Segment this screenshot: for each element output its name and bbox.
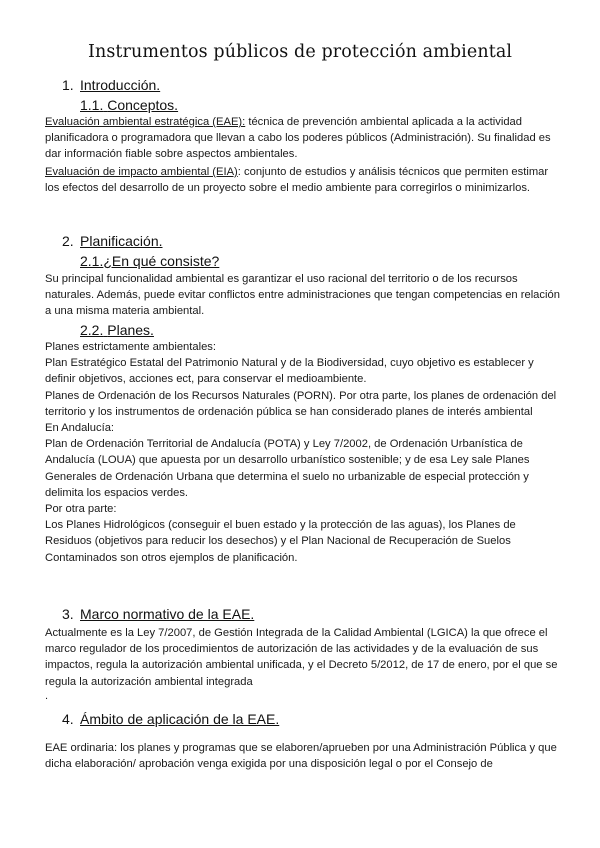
stray-period: . bbox=[45, 690, 49, 702]
section-4-title: Ámbito de aplicación de la EAE. bbox=[80, 711, 280, 727]
section-2-heading bbox=[62, 233, 163, 249]
eia-definition-text: : conjunto de estudios y análisis técnicos que permiten estimar los efectos del desarrollo de un proyecto sobre el medio ambiente para corregirlos o minimizarlos. bbox=[45, 166, 549, 195]
section-1-heading bbox=[62, 77, 160, 93]
subsection-2-1-text: Su principal funcionalidad ambiental es garantizar el uso racional del territorio o de los recursos naturales. Además, puede evitar conflictos entre administraciones que tengan competencias en relación a una misma materia ambiental. bbox=[45, 273, 560, 318]
subsection-2-1-number: 2.1. bbox=[80, 253, 104, 269]
subsection-1-1-title: Conceptos. bbox=[107, 97, 179, 113]
subsection-2-2-number: 2.2. bbox=[80, 322, 104, 338]
subsection-2-2-heading bbox=[80, 322, 154, 338]
section-2-title: Planificación. bbox=[80, 233, 163, 249]
section-3-number: 3. bbox=[62, 606, 74, 622]
subsection-1-1-number: 1.1. bbox=[80, 97, 104, 113]
eae-definition-text: técnica de prevención ambiental aplicada a la actividad planificadora o programadora que llevan a cabo los poderes públicos (Administración). Su finalidad es dar información fiable sobre aspectos ambientales. bbox=[45, 116, 551, 161]
document-title: Instrumentos públicos de protección ambiental bbox=[87, 42, 513, 62]
section-3-title: Marco normativo de la EAE. bbox=[80, 606, 255, 622]
section-1-title: Introducción. bbox=[80, 77, 161, 93]
eae-definition bbox=[45, 114, 565, 163]
eae-term: Evaluación ambiental estratégica (EAE): bbox=[45, 116, 246, 128]
eia-definition bbox=[45, 164, 565, 196]
planes-text: Planes estrictamente ambientales: Plan Estratégico Estatal del Patrimonio Natural y de la Biodiversidad, cuyo objetivo es establecer y definir objetivos, acciones ect, para conservar el medioambiente. Planes de Ordenación de los Recursos Naturales (PORN). Por otra parte, los planes de ordenación del territorio y los instrumentos de ordenación pública se han considerado planes de interés ambiental En Andalucía: Plan de Ordenación Territorial de Andalucía (POTA) y Ley 7/2002, de Ordenación Urbanística de Andalucía (LOUA) que apuesta por un desarrollo urbanístico sostenible; y de esa Ley sale Planes Generales de Ordenación Urbana que determina el suelo no urbanizable de especial protección y delimita los espacios verdes. Por otra parte: Los Planes Hidrológicos (conseguir el buen estado y la protección de las aguas), los Planes de Residuos (objetivos para reducir los desechos) y el Plan Nacional de Recuperación de Suelos Contaminados son otros ejemplos de planificación. bbox=[45, 341, 557, 564]
subsection-2-1-heading bbox=[80, 253, 219, 269]
subsection-2-1-title: ¿En qué consiste? bbox=[103, 253, 220, 269]
section-1-number: 1. bbox=[62, 77, 74, 93]
section-3-heading bbox=[62, 606, 254, 622]
section-4-heading bbox=[62, 711, 279, 727]
eia-term: Evaluación de impacto ambiental (EIA) bbox=[45, 166, 238, 178]
section-4-number: 4. bbox=[62, 711, 74, 727]
section-4-text: EAE ordinaria: los planes y programas que se elaboren/aprueben por una Administración Pública y que dicha elaboración/ aprobación venga exigida por una disposición legal o por el Consejo de bbox=[45, 742, 557, 771]
section-2-number: 2. bbox=[62, 233, 74, 249]
subsection-2-2-title: Planes. bbox=[107, 322, 154, 338]
subsection-1-1-heading bbox=[80, 97, 178, 113]
section-3-text: Actualmente es la Ley 7/2007, de Gestión Integrada de la Calidad Ambiental (LGICA) la que ofrece el marco regulador de los procedimientos de autorización de las actividades y de la evaluación de sus impactos, regula la autorización ambiental unificada, y el Decreto 5/2012, de 17 de enero, por el que se regula la autorización ambiental integrada bbox=[45, 627, 558, 688]
